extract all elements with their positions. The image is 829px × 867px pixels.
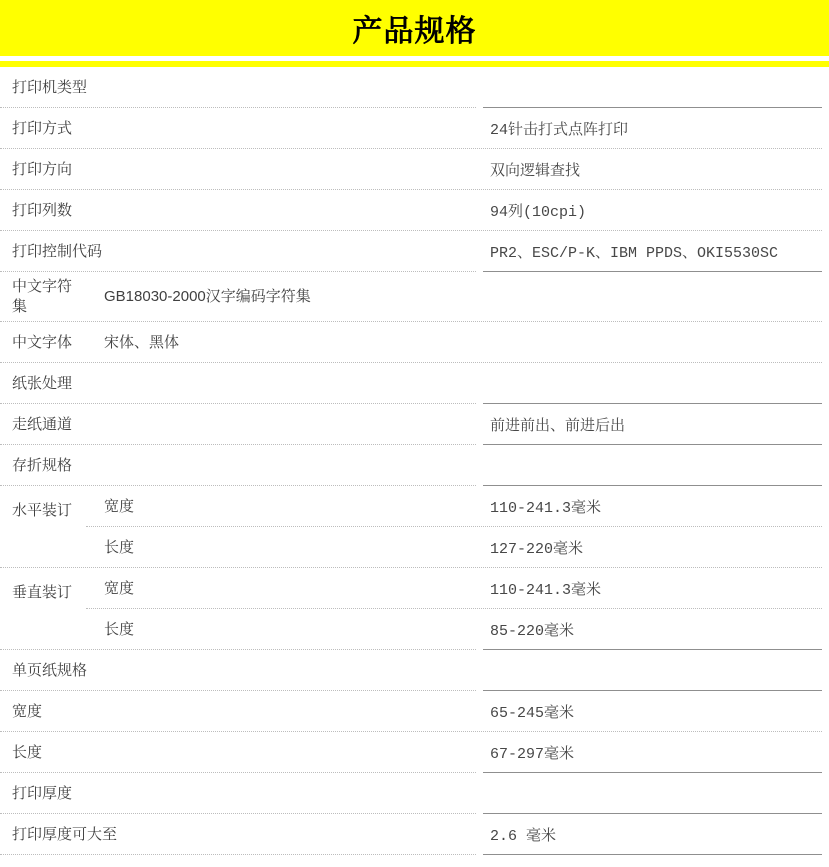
spec-row [0,814,829,855]
spec-row-value: 宋体、黑体 [104,333,180,351]
spec-group-label: 水平装订 [12,502,73,519]
spec-group [0,568,829,650]
spec-row [0,322,829,363]
spec-row-value: 67-297毫米 [490,746,575,763]
spec-row [0,272,829,322]
spec-row [0,445,829,486]
spec-row-label: 打印方向 [12,160,73,178]
spec-row-label: 打印厚度可大至 [12,825,118,843]
spec-row-label: 打印控制代码 [12,242,103,260]
spec-row-value: 双向逻辑查找 [490,163,581,180]
spec-subrow-value: 85-220毫米 [490,623,575,640]
spec-row-value: GB18030-2000汉字编码字符集 [104,288,311,305]
spec-row-label: 宽度 [12,702,43,720]
spec-row-label: 打印厚度 [12,784,73,802]
spec-row [0,108,829,149]
spec-row [0,404,829,445]
spec-table [0,67,829,855]
spec-row-value: 65-245毫米 [490,705,575,722]
spec-row [0,231,829,272]
spec-row-value: 前进前出、前进后出 [490,418,626,435]
spec-row-value: 2.6 毫米 [490,828,557,845]
spec-row [0,190,829,231]
spec-group-rows [86,568,829,650]
spec-subrow-value: 110-241.3毫米 [490,582,602,599]
spec-row [0,67,829,108]
spec-subrow [86,486,829,527]
spec-row [0,363,829,404]
spec-subrow-name: 长度 [104,538,135,556]
spec-row-label: 走纸通道 [12,415,73,433]
spec-row-label: 纸张处理 [12,374,73,392]
spec-group [0,486,829,568]
spec-row-label: 存折规格 [12,456,73,474]
spec-row-label: 单页纸规格 [12,661,88,679]
spec-row-label: 中文字体 [12,333,73,351]
spec-subrow-value: 110-241.3毫米 [490,500,602,517]
spec-subrow [86,568,829,609]
spec-group-rows [86,486,829,568]
spec-row-label: 打印列数 [12,201,73,219]
spec-subrow-value: 127-220毫米 [490,541,584,558]
spec-row [0,691,829,732]
spec-row-value: 24针击打式点阵打印 [490,122,629,139]
page-banner [0,0,829,56]
spec-row [0,732,829,773]
spec-row-label: 打印机类型 [12,78,88,96]
spec-subrow-name: 宽度 [104,579,135,597]
spec-group-label: 垂直装订 [12,584,73,601]
spec-row [0,149,829,190]
spec-row-label: 打印方式 [12,119,73,137]
spec-row [0,773,829,814]
page-title: 产品规格 [352,15,477,48]
spec-row-value: PR2、ESC/P-K、IBM PPDS、OKI5530SC [490,245,779,262]
spec-subrow-name: 宽度 [104,497,135,515]
spec-subrow [86,527,829,568]
spec-row [0,650,829,691]
spec-subrow [86,609,829,650]
spec-subrow-name: 长度 [104,620,135,638]
spec-row-label: 长度 [12,743,43,761]
spec-row-value: 94列(10cpi) [490,204,587,221]
spec-row-label: 中文字符集 [12,278,73,315]
